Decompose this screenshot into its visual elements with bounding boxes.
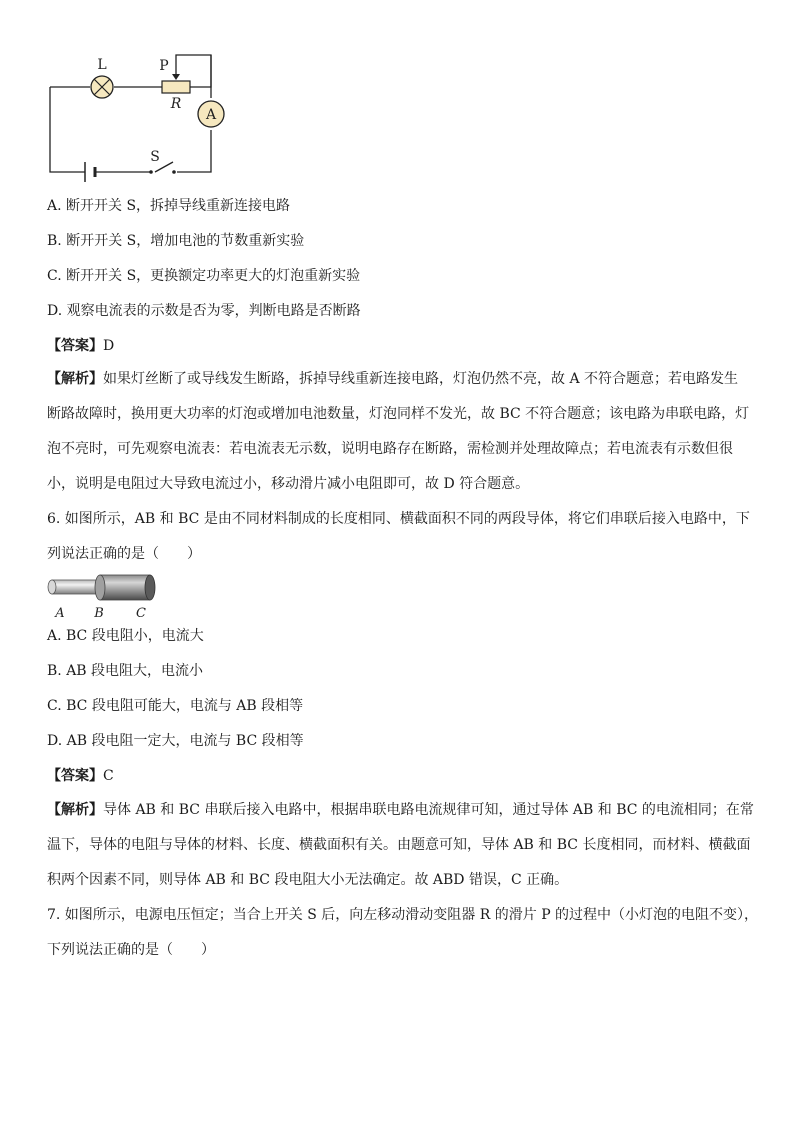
answer-value: D [103, 338, 115, 354]
analysis-line: 【解析】导体 AB 和 BC 串联后接入电路中，根据串联电路电流规律可知，通过导体 AB 和 BC 的电流相同；在常 [47, 802, 754, 818]
ammeter-symbol [198, 101, 224, 127]
switch-label: S [150, 149, 160, 165]
analysis-line: 积两个因素不同，则导体 AB 和 BC 段电阻大小无法确定。故 ABD 错误，C 正确。 [47, 872, 569, 888]
analysis-line: 【解析】如果灯丝断了或导线发生断路，拆掉导线重新连接电路，灯泡仍然不亮，故 A 不符合题意；若电路发生 [47, 371, 739, 387]
conductor-ab [52, 580, 102, 594]
q6-option-b: B. AB 段电阻大，电流小 [47, 663, 204, 679]
circuit-diagram [40, 50, 270, 190]
q5-answer [47, 337, 114, 355]
q6-option-a: A. BC 段电阻小，电流大 [47, 628, 204, 644]
analysis-line: 小，说明是电阻过大导致电流过小，移动滑片减小电阻即可，故 D 符合题意。 [47, 476, 530, 492]
analysis-tag: 【解析】 [47, 371, 103, 387]
analysis-tag: 【解析】 [47, 802, 103, 818]
q6-option-c: C. BC 段电阻可能大，电流与 AB 段相等 [47, 698, 304, 714]
slider-arrow [172, 74, 180, 80]
q6-stem [47, 502, 752, 572]
label-a: A [55, 606, 65, 621]
lamp-symbol [91, 76, 113, 98]
label-c: C [136, 606, 146, 621]
resistor-label: R [170, 96, 182, 112]
slider-label: P [159, 58, 169, 74]
conductor-figure [45, 574, 175, 624]
analysis-line: 温下，导体的电阻与导体的材料、长度、横截面积有关。由题意可知，导体 AB 和 BC 长度相同，而材料、横截面 [47, 837, 751, 853]
q5-option-c: C. 断开开关 S，更换额定功率更大的灯泡重新实验 [47, 268, 361, 284]
analysis-line: 泡不亮时，可先观察电流表：若电流表无示数，说明电路存在断路，需检测并处理故障点；若电流表有示数但很 [47, 441, 733, 457]
label-b: B [94, 606, 104, 621]
q7-stem [47, 898, 759, 968]
answer-tag: 【答案】 [47, 768, 103, 784]
q6-option-d: D. AB 段电阻一定大，电流与 BC 段相等 [47, 733, 304, 749]
lamp-label: L [97, 57, 107, 73]
stem-line: 6. 如图所示，AB 和 BC 是由不同材料制成的长度相同、横截面积不同的两段导体，将它们串联后接入电路中，下 [47, 511, 750, 527]
stem-line: 列说法正确的是（ ） [47, 546, 201, 562]
q6-answer [47, 767, 114, 785]
stem-line: 下列说法正确的是（ ） [47, 942, 215, 958]
svg-text:A: A [205, 107, 217, 123]
q6-analysis [47, 793, 752, 898]
q5-option-b: B. 断开开关 S，增加电池的节数重新实验 [47, 233, 305, 249]
answer-tag: 【答案】 [47, 338, 103, 354]
conductor-bc [100, 575, 150, 600]
resistor-symbol [162, 81, 190, 93]
stem-line: 7. 如图所示，电源电压恒定；当合上开关 S 后，向左移动滑动变阻器 R 的滑片 P 的过程中（小灯泡的电阻不变）， [47, 907, 759, 923]
answer-value: C [103, 768, 114, 784]
analysis-line: 断路故障时，换用更大功率的灯泡或增加电池数量，灯泡同样不发光，故 BC 不符合题意；该电路为串联电路，灯 [47, 406, 750, 422]
q5-option-d: D. 观察电流表的示数是否为零，判断电路是否断路 [47, 303, 361, 319]
q5-option-a: A. 断开开关 S，拆掉导线重新连接电路 [47, 198, 291, 214]
q5-analysis [47, 362, 752, 502]
